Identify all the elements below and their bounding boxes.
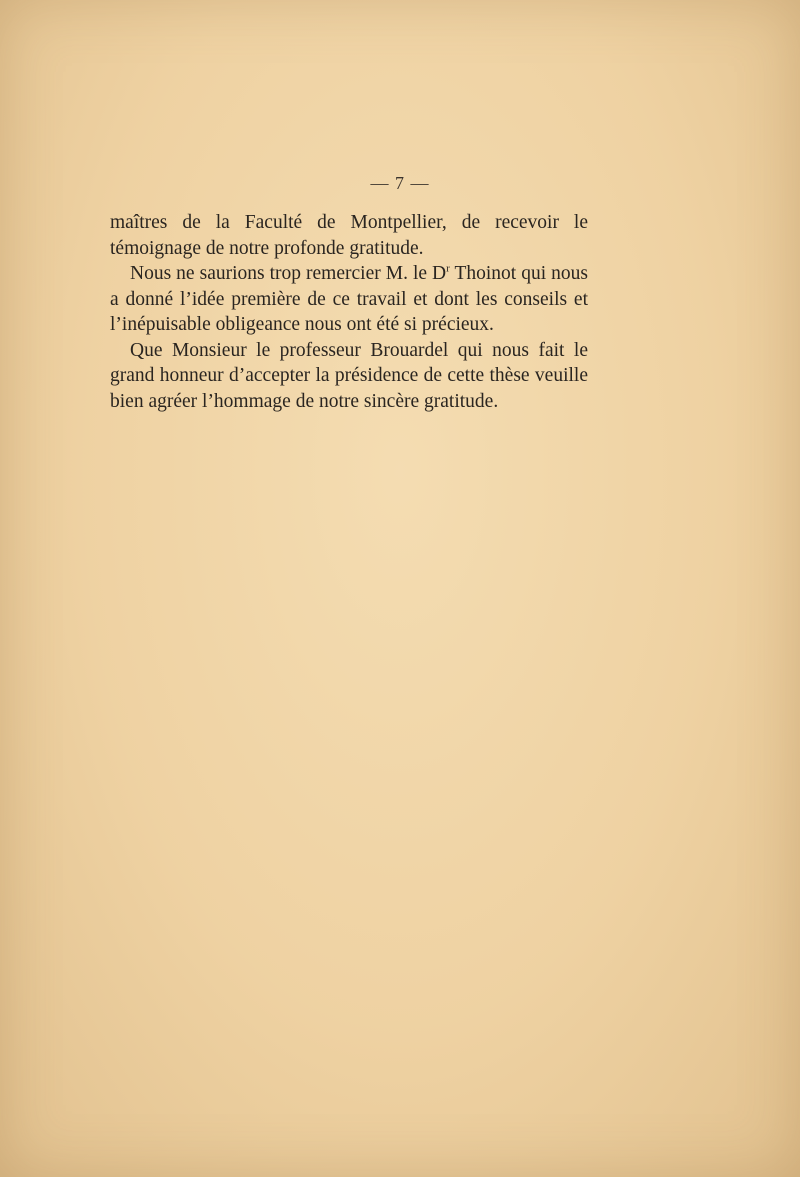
paragraph-2-end: Thoinot qui nous a donné l’idée première de ce travail et dont les conseils et l’inépuisable obligeance nous ont été si précieux.	[110, 263, 588, 335]
paragraph-1: maîtres de la Faculté de Montpellier, de recevoir le témoignage de notre profonde gratitude.	[110, 212, 588, 259]
doctor-abbrev-superscript: r	[446, 262, 450, 275]
paragraph-2	[110, 261, 588, 338]
page-number: — 7 —	[370, 173, 430, 193]
paragraph-2-start: Nous ne saurions trop remercier M. le D	[130, 263, 447, 284]
body-text	[110, 210, 588, 414]
paragraph-3: Que Monsieur le professeur Brouardel qui nous fait le grand honneur d’accepter la présidence de cette thèse veuille bien agréer l’hommage de notre sincère gratitude.	[110, 339, 588, 412]
